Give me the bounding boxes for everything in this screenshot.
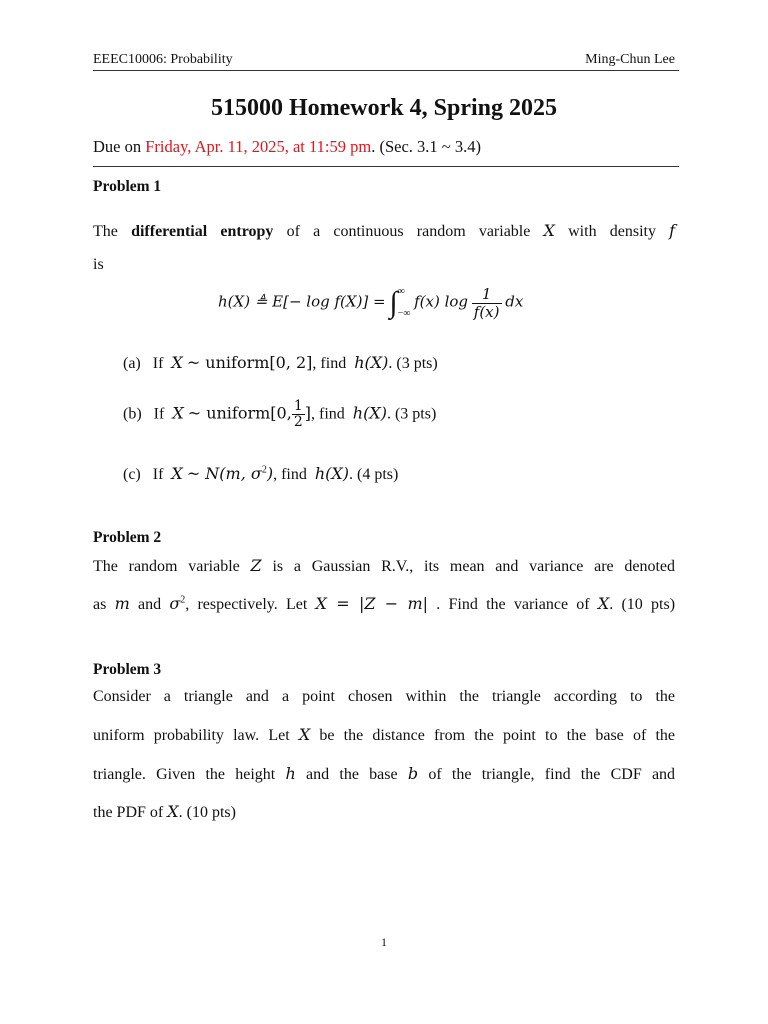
part-close: ) [266,464,274,483]
part-target: h(X) [352,403,387,423]
p2-exponent: 2 [180,594,186,606]
header-course: EEEC10006: Probability [93,52,233,67]
p2-var-z: Z [250,556,262,575]
part-points: . (4 pts) [349,466,399,483]
fraction-den: 2 [293,414,303,431]
part-points: . (3 pts) [388,355,438,372]
formula-lhs: h(X) ≜ E[− log f(X)] = [218,292,386,311]
p2-text: . Find the variance of [436,596,590,613]
page-number: 1 [381,935,387,949]
p3-points: . (10 pts) [178,804,236,821]
p3-text: triangle. Given the height [93,766,276,783]
integral-sign: ∫ [389,286,398,319]
problem1-is: is [93,256,104,273]
p2-var-m: m [114,594,130,613]
problem3-line2 [93,725,675,745]
p1-var-x: X [543,221,555,240]
part-dist: ~ uniform[0, 2] [186,353,313,372]
part-target: h(X) [314,464,350,483]
p2-var-sigma: σ [169,594,181,613]
title-rule [93,166,679,167]
p2-points: . (10 pts) [609,596,676,613]
fraction-den: f(x) [473,302,500,321]
page-title: 515000 Homework 4, Spring 2025 [210,95,557,121]
part-fraction [292,399,305,431]
part-label: (c) [123,466,141,483]
due-prefix: Due on [93,137,146,156]
formula-integrand: f(x) log [414,292,469,311]
problem1-part-a [123,353,438,373]
p2-text: The random variable [93,558,240,575]
problem3-line1: Consider a triangle and a point chosen within the triangle according to the [93,688,675,705]
part-var: X [172,403,184,423]
p2-text: , respectively. Let [185,596,308,613]
problem1-part-b [123,399,436,431]
part-dist: ~ N(m, σ [186,464,262,483]
part-text: If [153,405,165,423]
p3-var-h: h [285,764,296,783]
p2-var-x: X [597,594,610,613]
problem2-line1 [93,556,675,576]
p3-text: the PDF of [93,804,164,821]
p3-text: and the base [306,766,398,783]
p3-text: uniform probability law. Let [93,727,290,744]
p1-term: differential entropy [131,223,274,240]
part-close: ] [304,403,311,423]
part-points: . (3 pts) [386,405,437,423]
problem3-line3 [93,764,675,784]
p3-text: of the triangle, find the CDF and [428,766,676,783]
header-instructor: Ming-Chun Lee [585,52,675,67]
part-text: , find [312,355,347,372]
p2-text: as [93,596,107,613]
problem3-line4 [93,802,236,822]
p1-text: with density [568,223,656,240]
formula-fraction [472,286,502,320]
problem2-line2 [93,594,675,614]
part-var: X [171,353,183,372]
part-label: (a) [123,355,141,372]
problem1-part-c [123,464,398,484]
header-rule [93,70,679,71]
part-var: X [171,464,183,483]
problem2-title: Problem 2 [93,529,162,546]
p3-var-x: X [167,802,179,821]
integral-upper: ∞ [397,286,405,297]
p3-text: be the distance from the point to the base of the [319,727,676,744]
part-text: , find [310,405,345,423]
part-text: If [152,355,164,372]
p1-var-f: f [669,221,676,240]
problem1-intro [93,221,675,241]
part-exponent: 2 [261,464,267,476]
part-dist: ~ uniform[0, [187,403,292,423]
due-date: Friday, Apr. 11, 2025, at 11:59 pm [145,137,372,156]
p1-text: The [93,223,118,240]
entropy-formula [218,286,523,320]
part-text: If [152,466,164,483]
part-text: , find [273,466,307,483]
p2-equation: X = |Z − m| [315,594,429,613]
p3-var-x: X [298,725,311,744]
due-suffix: . (Sec. 3.1 ~ 3.4) [371,137,481,156]
part-label: (b) [123,405,142,423]
p2-text: is a Gaussian R.V., its mean and variance are denoted [272,558,676,575]
due-line [93,137,481,157]
problem3-title: Problem 3 [93,661,162,678]
p2-text: and [137,596,162,613]
part-target: h(X) [354,353,389,372]
fraction-num: 1 [293,398,303,414]
integral-lower: −∞ [397,308,411,319]
p1-text: of a continuous random variable [286,223,531,240]
p3-var-b: b [407,764,419,783]
integral-limits [398,287,411,319]
formula-dx: dx [505,292,524,311]
fraction-num: 1 [472,286,502,304]
problem1-title: Problem 1 [93,178,162,195]
